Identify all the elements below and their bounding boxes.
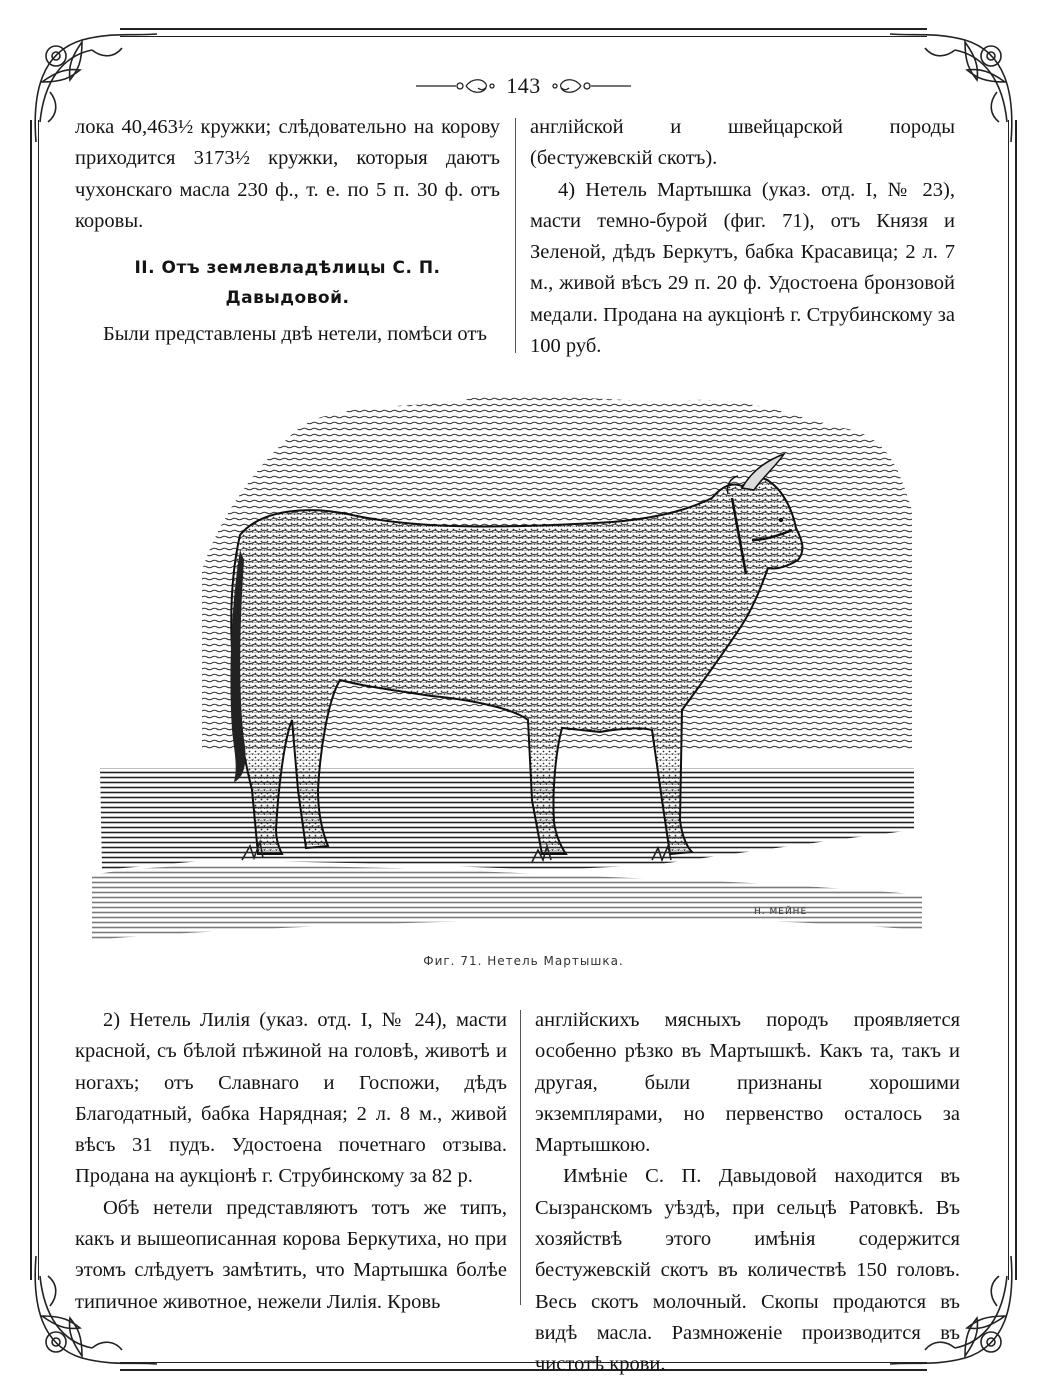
figure-caption: Фиг. 71. Нетель Мартышка. (423, 954, 624, 968)
right-ornament-icon (551, 76, 631, 96)
column-rule-top (515, 118, 516, 353)
paragraph: англійскихъ мясныхъ породъ проявляется особенно рѣзко въ Мартышкѣ. Какъ та, такъ и другая, были признаны хорошими экземплярами, но первенство осталось за Мартышкою. (535, 1009, 960, 1157)
page-number: 143 (506, 73, 541, 98)
section-heading: II. Отъ землевладѣлицы С. П. Давыдовой. (134, 258, 441, 309)
paragraph: англійской и швейцарской породы (бестужевскій скотъ). (530, 116, 955, 170)
paragraph: Имѣніе С. П. Давыдовой находится въ Сызранскомъ уѣздѣ, при сельцѣ Ратовкѣ. Въ хозяйствѣ этого имѣнія содержится бестужевскій скотъ въ количествѣ 150 головъ. Весь скотъ молочный. Скопы продаются въ видѣ масла. Размноженіе производится въ чистотѣ крови. (535, 1165, 960, 1376)
bottom-right-column (535, 1005, 960, 1381)
left-ornament-icon (416, 76, 496, 96)
heifer-engraving (92, 390, 922, 950)
frame-right (1008, 120, 1017, 1280)
continued-paragraph: лока 40,463½ кружки; слѣдовательно на корову приходится 3173½ кружки, которыя даютъ чухонскаго масла 230 ф., т. е. по 5 п. 30 ф. отъ коровы. (75, 116, 500, 232)
engraver-signature: Н. МЕЙНЕ (754, 907, 808, 917)
foreground-grass (92, 865, 922, 940)
top-left-column (75, 112, 500, 350)
frame-top (120, 28, 927, 37)
paragraph: Были представлены двѣ нетели, помѣси отъ (103, 323, 487, 346)
frame-left (30, 120, 39, 1280)
ground-hatching (100, 768, 914, 870)
top-right-column (530, 112, 955, 362)
paragraph: 2) Нетель Лилія (указ. отд. I, № 24), масти красной, съ бѣлой пѣжиной на головѣ, животѣ и ногахъ; отъ Славнаго и Госпожи, дѣдъ Благодатный, бабка Нарядная; 2 л. 8 м., живой вѣсъ 31 пудъ. Удостоена почетнаго отзыва. Продана на аукціонѣ г. Струбинскому за 82 р. (75, 1009, 507, 1188)
page-header (0, 66, 1047, 106)
bottom-left-column (75, 1005, 507, 1318)
paragraph: Обѣ нетели представляютъ тотъ же типъ, какъ и вышеописанная корова Беркутиха, но при этомъ слѣдуетъ замѣтить, что Мартышка болѣе типичное животное, нежели Лилія. Кровь (75, 1196, 507, 1313)
column-rule-bottom (520, 1010, 521, 1305)
paragraph: 4) Нетель Мартышка (указ. отд. I, № 23), масти темно-бурой (фиг. 71), отъ Князя и Зеленой, дѣдъ Беркутъ, бабка Красавица; 2 л. 7 м., живой вѣсъ 29 п. 20 ф. Удостоена бронзовой медали. Продана на аукціонѣ г. Струбинскому за 100 руб. (530, 178, 955, 358)
